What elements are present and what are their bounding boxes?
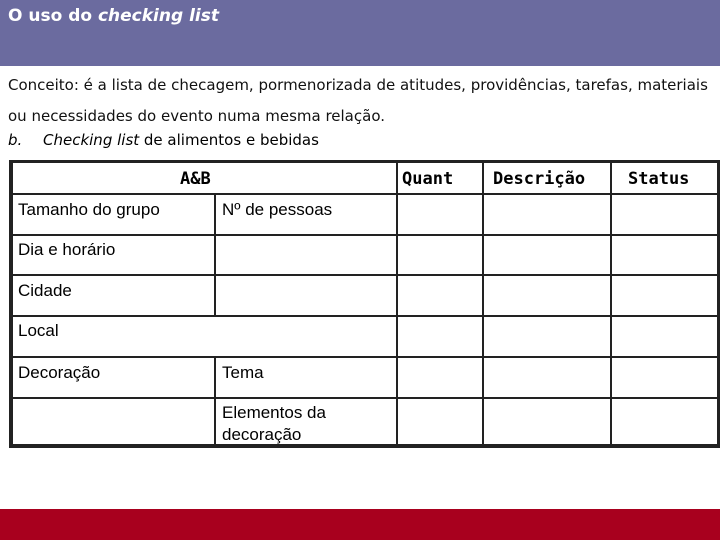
title-bar bbox=[0, 0, 720, 66]
cell-decoracao: Decoração bbox=[18, 363, 101, 382]
col-divider-inner-2 bbox=[214, 235, 216, 276]
list-item-b bbox=[8, 131, 319, 149]
title-prefix: O uso do bbox=[8, 6, 98, 26]
row-divider-3 bbox=[9, 315, 720, 317]
row-divider-2 bbox=[9, 274, 720, 276]
list-item-italic: Checking list bbox=[43, 131, 140, 149]
row-divider-4 bbox=[9, 356, 720, 358]
col-divider-ab-quant bbox=[396, 160, 398, 448]
checklist-table bbox=[9, 160, 720, 448]
header-ab: A&B bbox=[180, 169, 211, 189]
col-divider-desc-status bbox=[610, 160, 612, 448]
cell-elementos-decoracao: Elementos da decoração bbox=[222, 403, 326, 444]
col-divider-inner-4 bbox=[214, 356, 216, 446]
header-status: Status bbox=[628, 169, 690, 189]
cell-tamanho-grupo: Tamanho do grupo bbox=[18, 200, 160, 219]
row-divider-1 bbox=[9, 234, 720, 236]
cell-tema: Tema bbox=[222, 363, 264, 382]
row-divider-5 bbox=[9, 397, 720, 399]
header-descricao: Descrição bbox=[493, 169, 586, 189]
col-divider-inner-3 bbox=[214, 276, 216, 316]
header-quant: Quant bbox=[402, 169, 454, 189]
title-italic: checking list bbox=[97, 6, 219, 26]
col-divider-inner bbox=[214, 195, 216, 235]
col-divider-quant-desc bbox=[482, 160, 484, 448]
cell-cidade: Cidade bbox=[18, 281, 72, 300]
concept-paragraph: Conceito: é a lista de checagem, pormenorizada de atitudes, providências, tarefas, materiais ou necessidades do evento numa mesma relação. bbox=[8, 76, 708, 125]
list-item-letter: b. bbox=[8, 131, 23, 149]
cell-numero-pessoas: Nº de pessoas bbox=[222, 200, 333, 219]
page-title bbox=[8, 6, 219, 26]
cell-local: Local bbox=[18, 321, 59, 340]
table-border-left bbox=[9, 160, 13, 448]
footer-bar bbox=[0, 509, 720, 540]
header-divider bbox=[9, 193, 720, 195]
list-item-text: de alimentos e bebidas bbox=[139, 131, 319, 149]
table-border-top bbox=[9, 160, 720, 163]
cell-dia-horario: Dia e horário bbox=[18, 240, 116, 259]
